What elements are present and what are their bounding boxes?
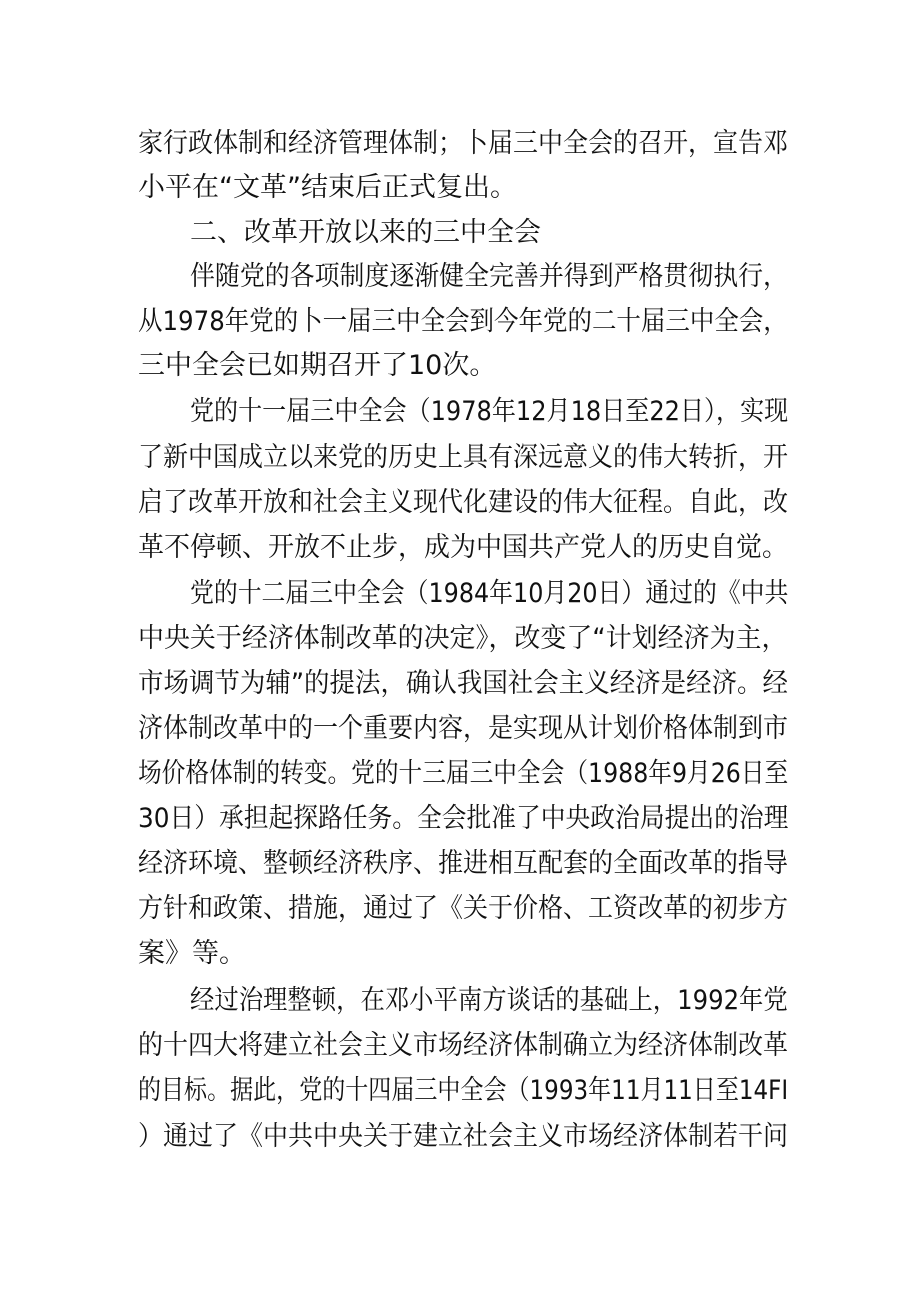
text-line: 的目标。据此，党的十四届三中全会（1993年11月11日至14FI — [138, 1075, 789, 1106]
text-line: 了新中国成立以来党的历史上具有深远意义的伟大转折，开 — [138, 442, 788, 473]
text-line: 经过治理整顿，在邓小平南方谈话的基础上，1992年党 — [190, 985, 788, 1016]
text-line: 革不停顿、开放不止步，成为中国共产党人的历史自觉。 — [138, 532, 789, 563]
text-line: 30日）承担起探路任务。全会批准了中央政治局提出的治理 — [138, 803, 789, 834]
text-line: 方针和政策、措施，通过了《关于价格、工资改革的初步方 — [138, 893, 788, 924]
text-line: 从1978年党的卜一届三中全会到今年党的二十届三中全会， — [138, 306, 788, 337]
text-line: 案》等。 — [138, 938, 246, 969]
text-line: 的十四大将建立社会主义市场经济体制确立为经济体制改革 — [138, 1030, 788, 1061]
text-line: 中央关于经济体制改革的决定》，改变了“计划经济为主， — [138, 623, 788, 654]
text-line: 场价格体制的转变。党的十三届三中全会（1988年9月26日至 — [138, 758, 789, 789]
text-line: 小平在“文革”结束后正式复出。 — [138, 172, 517, 203]
text-line: 党的十一届三中全会（1978年12月18日至22日），实现 — [190, 396, 789, 427]
text-line: 党的十二届三中全会（1984年10月20日）通过的《中共 — [190, 578, 789, 609]
section-heading: 二、改革开放以来的三中全会 — [190, 217, 541, 248]
text-line: ）通过了《中共中央关于建立社会主义市场经济体制若干问 — [138, 1121, 788, 1152]
text-line: 三中全会已如期召开了10次。 — [138, 350, 497, 381]
text-line: 家行政体制和经济管理体制；卜届三中全会的召开，宣告邓 — [138, 128, 788, 159]
text-line: 济体制改革中的一个重要内容，是实现从计划价格体制到市 — [138, 713, 788, 744]
text-line: 启了改革开放和社会主义现代化建设的伟大征程。自此，改 — [138, 487, 788, 518]
text-line: 经济环境、整顿经济秩序、推进相互配套的全面改革的指导 — [138, 848, 788, 879]
text-line: 伴随党的各项制度逐渐健全完善并得到严格贯彻执行， — [190, 261, 788, 292]
text-line: 市场调节为辅”的提法，确认我国社会主义经济是经济。经 — [138, 668, 789, 699]
